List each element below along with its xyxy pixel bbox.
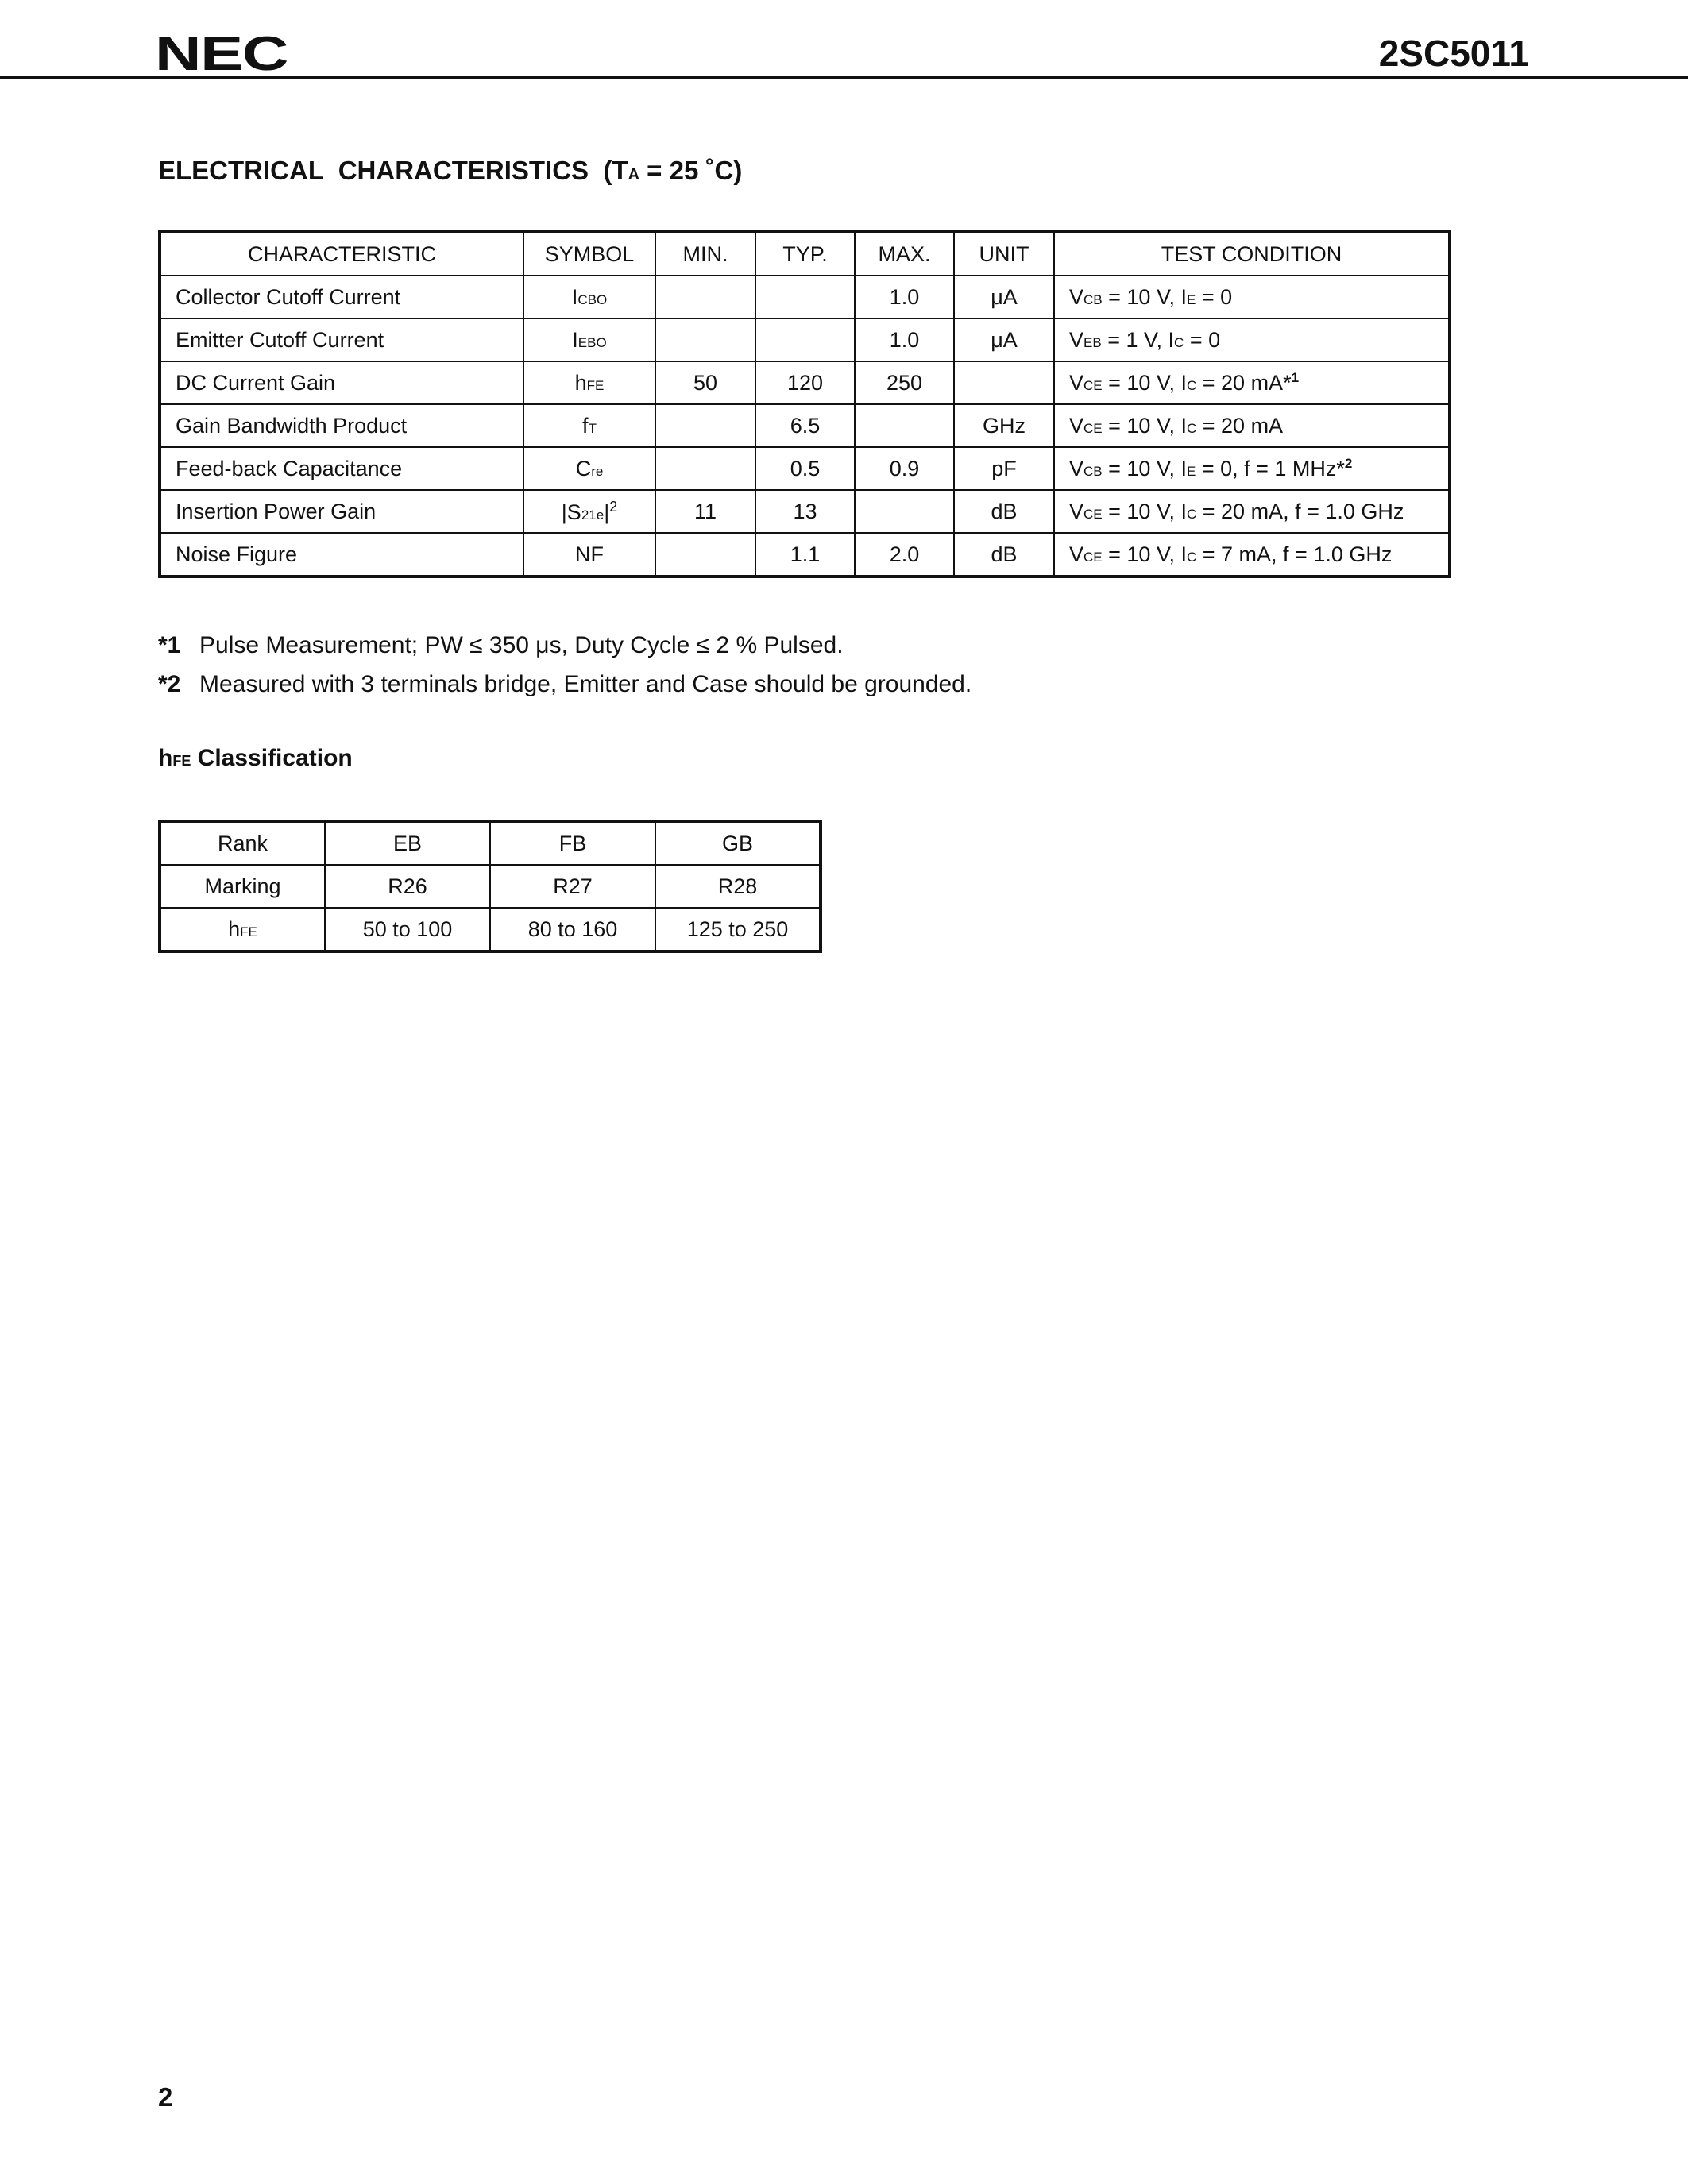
min-cell (655, 318, 755, 361)
table-row (160, 490, 1450, 533)
table-row (160, 447, 1450, 490)
max-cell (855, 404, 954, 447)
marking-label: Marking (160, 865, 325, 908)
unit-cell: GHz (954, 404, 1054, 447)
test-condition-cell: VCE = 10 V, IC = 20 mA (1054, 404, 1450, 447)
symbol-cell: ICBO (523, 276, 655, 318)
marking-cell: R28 (655, 865, 821, 908)
max-cell: 2.0 (855, 533, 954, 577)
min-cell: 11 (655, 490, 755, 533)
rank-cell: GB (655, 821, 821, 865)
unit-cell (954, 361, 1054, 404)
min-cell (655, 447, 755, 490)
characteristic-cell: Noise Figure (160, 533, 523, 577)
hfe-classification-title: hFE Classification (158, 745, 353, 771)
max-cell: 250 (855, 361, 954, 404)
column-header: MIN. (655, 232, 755, 276)
rank-label: Rank (160, 821, 325, 865)
hfe-classification-table (158, 820, 822, 953)
symbol-cell: Cre (523, 447, 655, 490)
hfe-label: hFE (160, 908, 325, 951)
symbol-cell: IEBO (523, 318, 655, 361)
unit-cell: μA (954, 276, 1054, 318)
typ-cell: 0.5 (755, 447, 855, 490)
characteristic-cell: Insertion Power Gain (160, 490, 523, 533)
unit-cell: dB (954, 533, 1054, 577)
column-header: CHARACTERISTIC (160, 232, 523, 276)
characteristic-cell: Feed-back Capacitance (160, 447, 523, 490)
characteristic-cell: DC Current Gain (160, 361, 523, 404)
symbol-cell: fT (523, 404, 655, 447)
max-cell: 1.0 (855, 276, 954, 318)
symbol-cell: $|S21e|^2$ (523, 490, 655, 533)
electrical-characteristics-table (158, 230, 1451, 578)
unit-cell: μA (954, 318, 1054, 361)
min-cell (655, 404, 755, 447)
column-header: TYP. (755, 232, 855, 276)
test-condition-cell: VEB = 1 V, IC = 0 (1054, 318, 1450, 361)
table-header-row (160, 232, 1450, 276)
marking-cell: R26 (325, 865, 490, 908)
typ-cell: 6.5 (755, 404, 855, 447)
test-condition-cell: VCB = 10 V, IE = 0, f = 1 MHz*$^2$ (1054, 447, 1450, 490)
rank-cell: EB (325, 821, 490, 865)
typ-cell (755, 276, 855, 318)
hfe-cell: 80 to 160 (490, 908, 655, 951)
test-condition-cell: VCE = 10 V, IC = 7 mA, f = 1.0 GHz (1054, 533, 1450, 577)
test-condition-cell: VCE = 10 V, IC = 20 mA*$^1$ (1054, 361, 1450, 404)
marking-cell: R27 (490, 865, 655, 908)
column-header: MAX. (855, 232, 954, 276)
column-header: SYMBOL (523, 232, 655, 276)
symbol-cell: hFE (523, 361, 655, 404)
max-cell (855, 490, 954, 533)
typ-cell (755, 318, 855, 361)
page-number: 2 (158, 2082, 173, 2112)
section-title: ELECTRICAL CHARACTERISTICS (TA = 25 ˚C) (158, 156, 743, 185)
hfe-row (160, 908, 821, 951)
column-header: TEST CONDITION (1054, 232, 1450, 276)
hfe-cell: 50 to 100 (325, 908, 490, 951)
characteristic-cell: Emitter Cutoff Current (160, 318, 523, 361)
test-condition-cell: VCB = 10 V, IE = 0 (1054, 276, 1450, 318)
nec-logo: NEC (155, 27, 288, 80)
table-row (160, 404, 1450, 447)
rank-row (160, 821, 821, 865)
typ-cell: 1.1 (755, 533, 855, 577)
footnote-2: *2 Measured with 3 terminals bridge, Emitter and Case should be grounded. (158, 671, 972, 697)
max-cell: 1.0 (855, 318, 954, 361)
marking-row (160, 865, 821, 908)
table-row (160, 318, 1450, 361)
hfe-cell: 125 to 250 (655, 908, 821, 951)
unit-cell: pF (954, 447, 1054, 490)
table-row (160, 361, 1450, 404)
min-cell (655, 276, 755, 318)
part-number: 2SC5011 (1378, 33, 1529, 74)
characteristic-cell: Gain Bandwidth Product (160, 404, 523, 447)
test-condition-cell: VCE = 10 V, IC = 20 mA, f = 1.0 GHz (1054, 490, 1450, 533)
symbol-cell: NF (523, 533, 655, 577)
typ-cell: 13 (755, 490, 855, 533)
max-cell: 0.9 (855, 447, 954, 490)
characteristic-cell: Collector Cutoff Current (160, 276, 523, 318)
min-cell: 50 (655, 361, 755, 404)
min-cell (655, 533, 755, 577)
typ-cell: 120 (755, 361, 855, 404)
unit-cell: dB (954, 490, 1054, 533)
footnote-1: *1 Pulse Measurement; PW ≤ 350 μs, Duty Cycle ≤ 2 % Pulsed. (158, 632, 844, 658)
column-header: UNIT (954, 232, 1054, 276)
table-row (160, 276, 1450, 318)
rank-cell: FB (490, 821, 655, 865)
header-rule (0, 76, 1688, 79)
table-row (160, 533, 1450, 577)
